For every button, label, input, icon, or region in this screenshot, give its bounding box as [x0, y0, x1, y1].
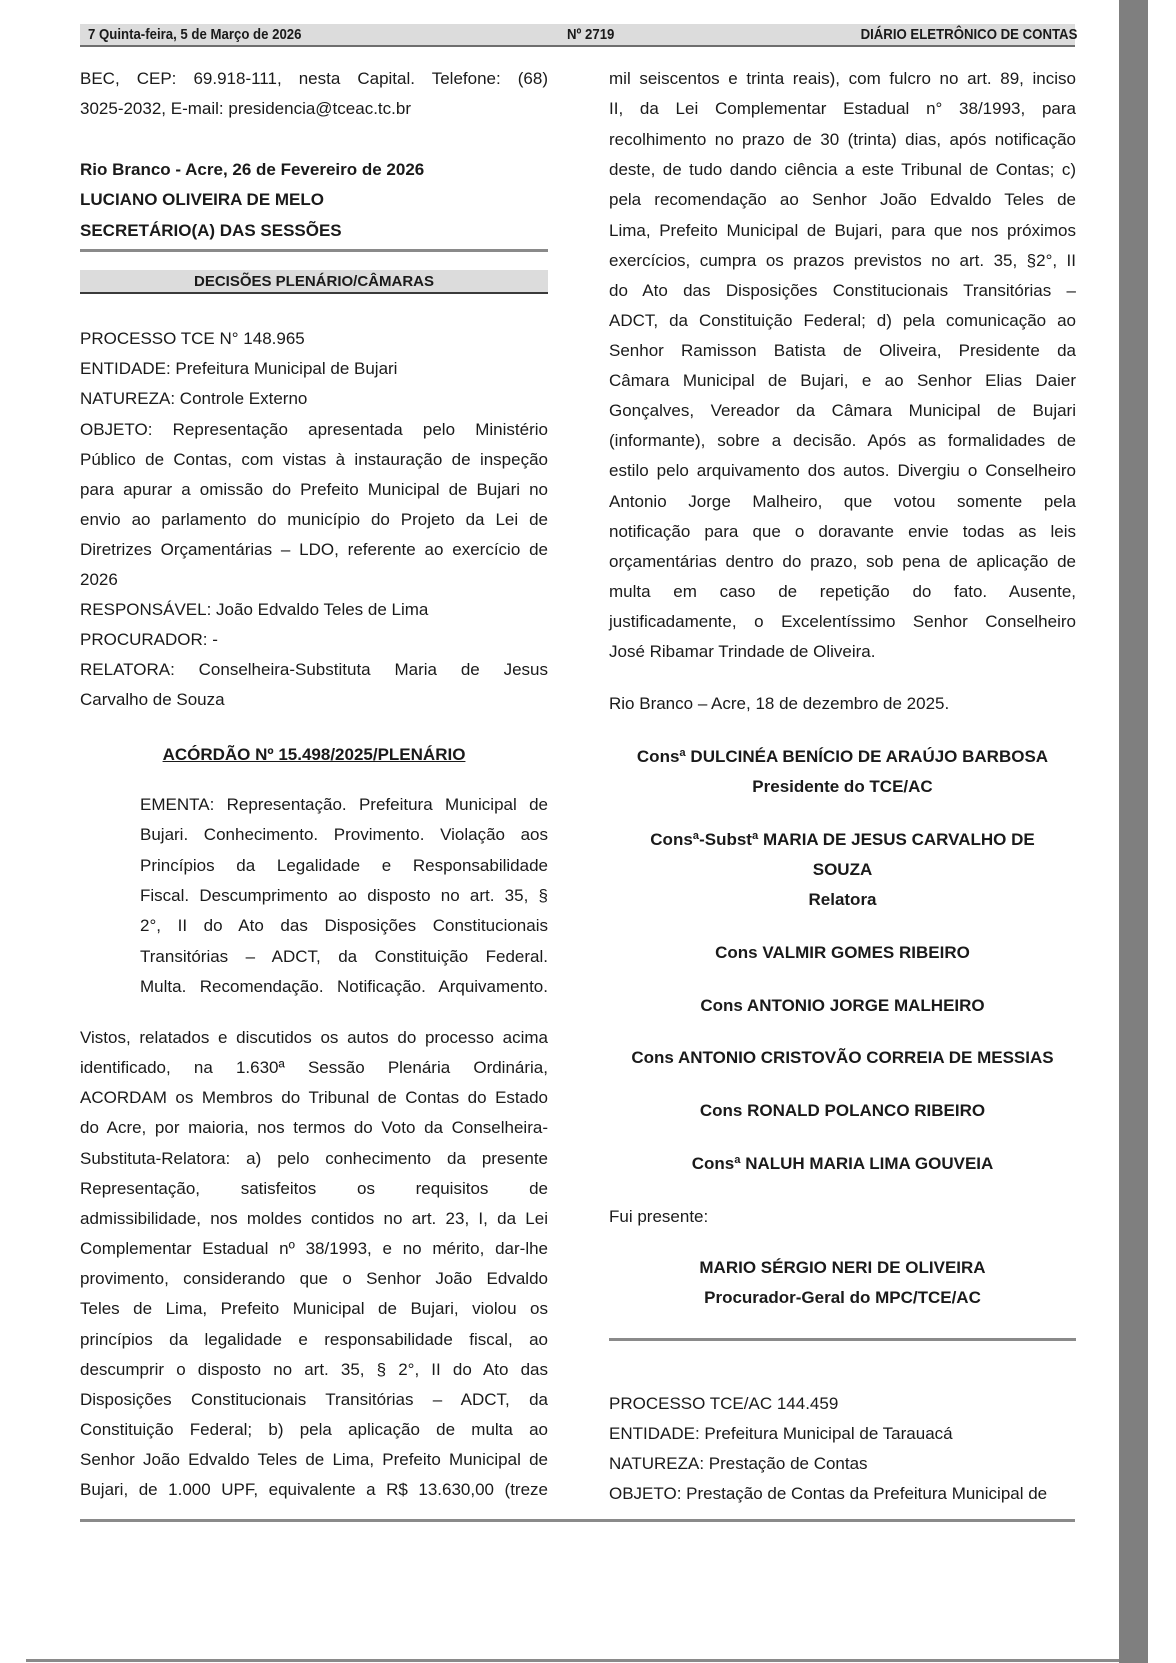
header-page-date: 7 Quinta-feira, 5 de Março de 2026 [88, 26, 302, 43]
decision-line: Teles de Lima, Prefeito Municipal de Bujari, violou os [80, 1299, 548, 1318]
continuation-line: notificação para que o doravante envie todas as leis [609, 522, 1076, 541]
continuation-line: José Ribamar Trindade de Oliveira. [609, 642, 876, 661]
signature-place-date: Rio Branco - Acre, 26 de Fevereiro de 2026 [80, 160, 425, 179]
next-process-line: OBJETO: Prestação de Contas da Prefeitura Municipal de [609, 1484, 1048, 1503]
decision-line: Senhor João Edvaldo Teles de Lima, Prefeito Municipal de [80, 1450, 548, 1469]
next-process-line: NATUREZA: Prestação de Contas [609, 1454, 868, 1473]
decision-line: Vistos, relatados e discutidos os autos do processo acima [80, 1028, 548, 1047]
signatory-role: Relatora [808, 890, 877, 909]
decision-line: Disposições Constitucionais Transitórias – ADCT, da [80, 1390, 548, 1409]
decision-line: Bujari, de 1.000 UPF, equivalente a R$ 13.630,00 (treze [80, 1480, 548, 1499]
header-publication: DIÁRIO ELETRÔNICO DE CONTAS [860, 26, 1077, 43]
decision-line: Complementar Estadual nº 38/1993, e no mérito, dar-lhe [80, 1239, 548, 1258]
decision-line: princípios da legalidade e responsabilidade fiscal, ao [80, 1330, 548, 1349]
ementa-line: EMENTA: Representação. Prefeitura Municipal de [140, 795, 548, 814]
continuation-line: justificadamente, o Excelentíssimo Senhor Conselheiro [609, 612, 1076, 631]
page-header [80, 24, 1075, 47]
continuation-line: (informante), sobre a decisão. Após as formalidades de [609, 431, 1076, 450]
next-process-line: ENTIDADE: Prefeitura Municipal de Tarauacá [609, 1424, 953, 1443]
continuation-line: do Ato das Disposições Constitucionais Transitórias – [609, 281, 1076, 300]
continuation-line: Lima, Prefeito Municipal de Bujari, para que nos próximos [609, 221, 1076, 240]
signatory-role: Presidente do TCE/AC [752, 777, 933, 796]
address-line: BEC, CEP: 69.918-111, nesta Capital. Telefone: (68) [80, 69, 548, 88]
process-line: Carvalho de Souza [80, 690, 225, 709]
ementa-line: Transitórias – ADCT, da Constituição Federal. [140, 947, 548, 966]
decision-line: admissibilidade, nos moldes contidos no art. 23, I, da Lei [80, 1209, 548, 1228]
ementa-line: Bujari. Conhecimento. Provimento. Violação aos [140, 825, 548, 844]
next-process-line: PROCESSO TCE/AC 144.459 [609, 1394, 839, 1413]
signature-name: LUCIANO OLIVEIRA DE MELO [80, 190, 324, 209]
continuation-line: recolhimento no prazo de 30 (trinta) dias, após notificação [609, 130, 1076, 149]
divider [609, 1338, 1076, 1341]
ementa-line: Fiscal. Descumprimento ao disposto no art. 35, § [140, 886, 548, 905]
section-title: DECISÕES PLENÁRIO/CÂMARAS [80, 270, 548, 294]
process-line: OBJETO: Representação apresentada pelo Ministério [80, 420, 548, 439]
continuation-line: Senhor Ramisson Batista de Oliveira, Presidente da [609, 341, 1076, 360]
ementa-line: Princípios da Legalidade e Responsabilidade [140, 856, 548, 875]
continuation-line: orçamentárias dentro do prazo, sob pena de aplicação de [609, 552, 1076, 571]
decision-line: ACORDAM os Membros do Tribunal de Contas do Estado [80, 1088, 548, 1107]
divider [80, 1519, 1075, 1522]
decision-line: Representação, satisfeitos os requisitos de [80, 1179, 548, 1198]
continuation-line: Antonio Jorge Malheiro, que votou somente pela [609, 492, 1076, 511]
decision-place-date: Rio Branco – Acre, 18 de dezembro de 2025. [609, 694, 950, 713]
signatory-name: Cons ANTONIO JORGE MALHEIRO [700, 996, 985, 1015]
page-bottom-border [26, 1659, 1119, 1662]
signatory-name: Consª NALUH MARIA LIMA GOUVEIA [691, 1154, 994, 1173]
signatory-name: Cons RONALD POLANCO RIBEIRO [699, 1101, 986, 1120]
decision-line: Substituta-Relatora: a) pelo conhecimento da presente [80, 1149, 548, 1168]
decision-line: Constituição Federal; b) pela aplicação de multa ao [80, 1420, 548, 1439]
process-line: Diretrizes Orçamentárias – LDO, referente ao exercício de [80, 540, 548, 559]
continuation-line: Gonçalves, Vereador da Câmara Municipal de Bujari [609, 401, 1076, 420]
continuation-line: II, da Lei Complementar Estadual n° 38/1993, para [609, 99, 1076, 118]
continuation-line: Câmara Municipal de Bujari, e ao Senhor Elias Daier [609, 371, 1076, 390]
decision-line: do Acre, por maioria, nos termos do Voto da Conselheira- [80, 1118, 548, 1137]
signatory-name-cont: SOUZA [812, 860, 873, 879]
address-line: 3025-2032, E-mail: presidencia@tceac.tc.br [80, 99, 411, 118]
process-line: ENTIDADE: Prefeitura Municipal de Bujari [80, 359, 398, 378]
signatory-name: Consª DULCINÉA BENÍCIO DE ARAÚJO BARBOSA [636, 747, 1049, 766]
prosecutor-name: MARIO SÉRGIO NERI DE OLIVEIRA [699, 1258, 986, 1277]
continuation-line: deste, de tudo dando ciência a este Tribunal de Contas; c) [609, 160, 1076, 179]
acordao-title: ACÓRDÃO Nº 15.498/2025/PLENÁRIO [162, 745, 466, 764]
divider [80, 249, 548, 252]
continuation-line: exercícios, cumpra os prazos previstos no art. 35, §2°, II [609, 251, 1076, 270]
header-issue-number: Nº 2719 [567, 26, 615, 43]
process-line: PROCESSO TCE N° 148.965 [80, 329, 305, 348]
signatory-name: Cons VALMIR GOMES RIBEIRO [715, 943, 970, 962]
signature-role: SECRETÁRIO(A) DAS SESSÕES [80, 221, 342, 240]
signatory-name: Consª-Substª MARIA DE JESUS CARVALHO DE [650, 830, 1035, 849]
process-line: NATUREZA: Controle Externo [80, 389, 308, 408]
signatory-name: Cons ANTONIO CRISTOVÃO CORREIA DE MESSIAS [631, 1048, 1054, 1067]
scrollbar-track[interactable] [1119, 0, 1148, 1663]
decision-line: descumprir o disposto no art. 35, § 2°, II do Ato das [80, 1360, 548, 1379]
prosecutor-role: Procurador-Geral do MPC/TCE/AC [704, 1288, 981, 1307]
process-line: RESPONSÁVEL: João Edvaldo Teles de Lima [80, 600, 429, 619]
process-line: Público de Contas, com vistas à instauração de inspeção [80, 450, 548, 469]
process-line: PROCURADOR: - [80, 630, 218, 649]
process-line: para apurar a omissão do Prefeito Municipal de Bujari no [80, 480, 548, 499]
ementa-line: 2°, II do Ato das Disposições Constitucionais [140, 916, 548, 935]
continuation-line: multa em caso de repetição do fato. Ausente, [609, 582, 1076, 601]
continuation-line: estilo pelo arquivamento dos autos. Divergiu o Conselheiro [609, 461, 1076, 480]
decision-line: provimento, considerando que o Senhor João Edvaldo [80, 1269, 548, 1288]
process-line: 2026 [80, 570, 118, 589]
decision-line: identificado, na 1.630ª Sessão Plenária Ordinária, [80, 1058, 548, 1077]
presence-label: Fui presente: [609, 1207, 709, 1226]
ementa-line: Multa. Recomendação. Notificação. Arquivamento. [140, 977, 548, 996]
continuation-line: pela recomendação ao Senhor João Edvaldo Teles de [609, 190, 1076, 209]
continuation-line: mil seiscentos e trinta reais), com fulcro no art. 89, inciso [609, 69, 1076, 88]
continuation-line: ADCT, da Constituição Federal; d) pela comunicação ao [609, 311, 1076, 330]
process-line: envio ao parlamento do município do Projeto da Lei de [80, 510, 548, 529]
process-line: RELATORA: Conselheira-Substituta Maria de Jesus [80, 660, 548, 679]
